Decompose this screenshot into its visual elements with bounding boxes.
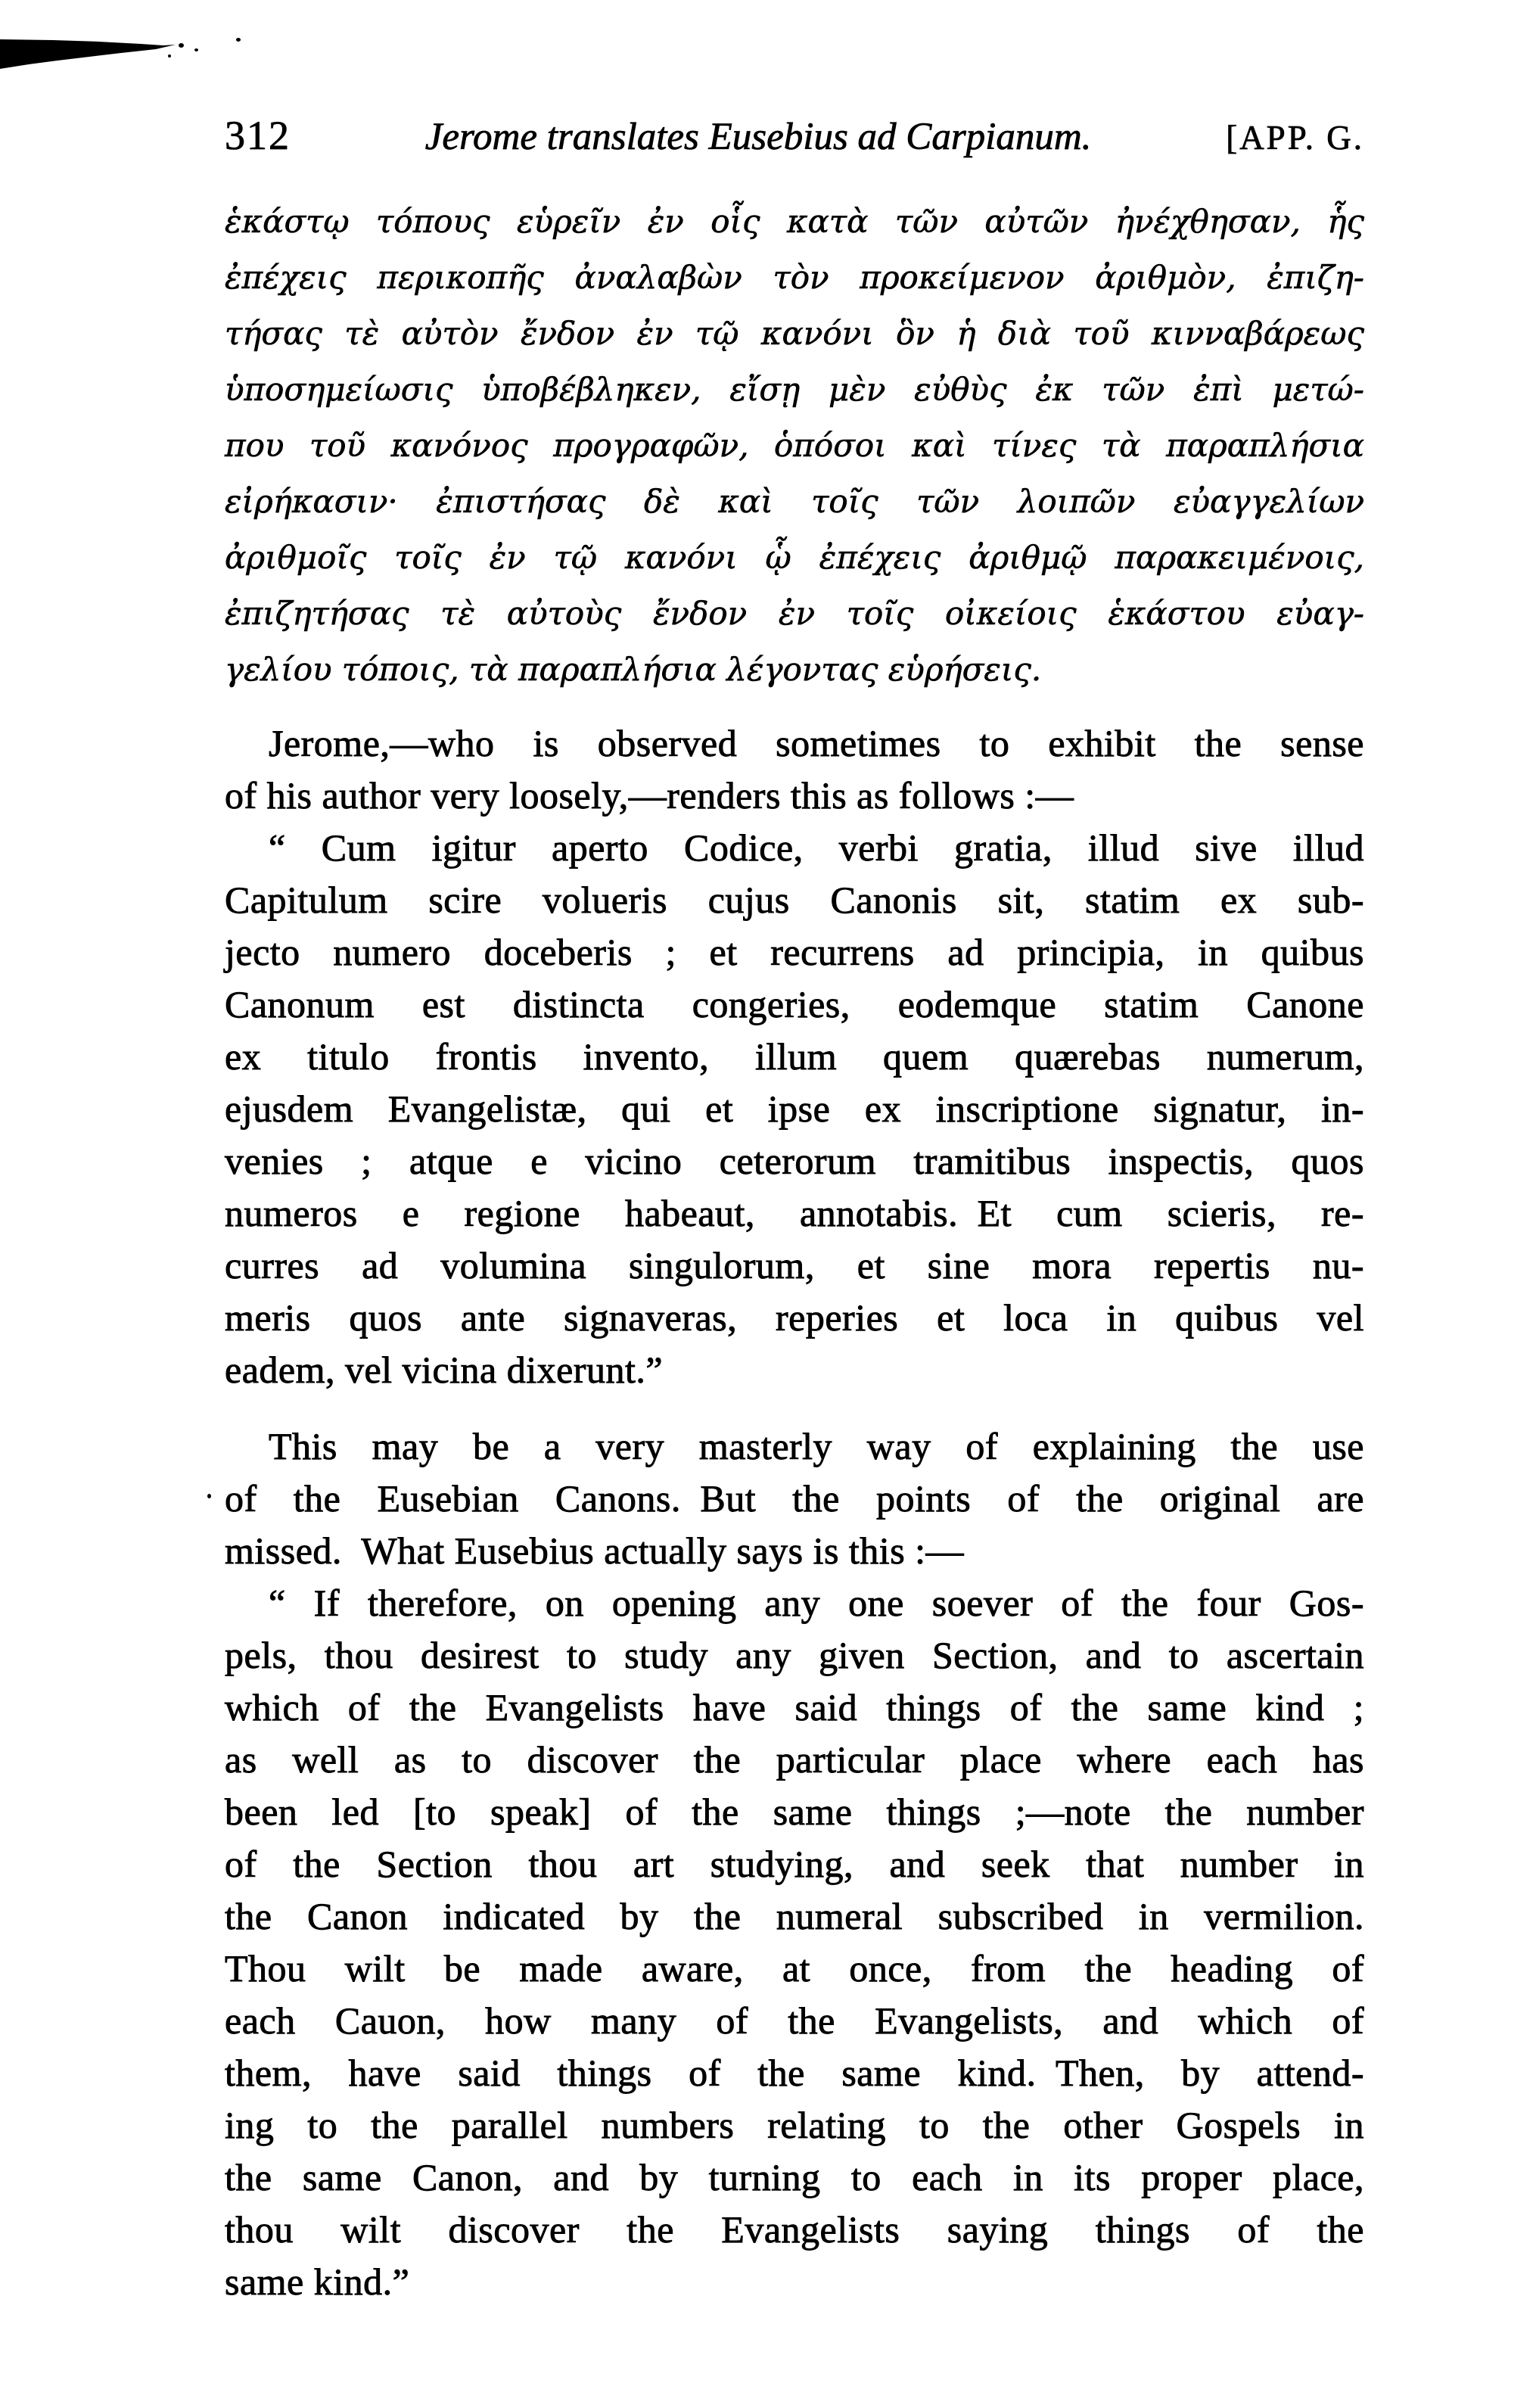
text-line: This may be a very masterly way of explaining the use	[269, 1425, 1364, 1467]
text-line: them, have said things of the same kind. Then, by attend-	[225, 2052, 1364, 2094]
text-line: the same Canon, and by turning to each in its proper place,	[225, 2156, 1364, 2198]
text-line: as well as to discover the particular place where each has	[225, 1738, 1364, 1781]
text-line: pels, thou desirest to study any given Section, and to ascertain	[225, 1634, 1364, 1676]
text-line: of the Eusebian Canons. But the points of the original are	[225, 1477, 1364, 1520]
text-line: Capitulum scire volueris cujus Canonis sit, statim ex sub-	[225, 879, 1364, 921]
text-line: Jerome,—who is observed sometimes to exhibit the sense	[269, 722, 1364, 764]
ink-speck	[194, 48, 198, 51]
text-line: numeros e regione habeaut, annotabis. Et cum scieris, re-	[225, 1192, 1364, 1234]
ink-speck	[207, 1494, 211, 1498]
text-line: meris quos ante signaveras, reperies et loca in quibus vel	[225, 1296, 1364, 1339]
ink-speck	[236, 38, 241, 42]
greek-text-line: γελίου τόποις, τὰ παραπλήσια λέγοντας εὑρήσεις.	[225, 651, 1042, 688]
text-line: ing to the parallel numbers relating to the other Gospels in	[225, 2104, 1364, 2146]
running-title: Jerome translates Eusebius ad Carpianum.	[424, 116, 1092, 158]
text-line: of his author very loosely,—renders this as follows :—	[225, 774, 1074, 817]
text-line: thou wilt discover the Evangelists saying things of the	[225, 2208, 1364, 2251]
page-number: 312	[225, 113, 291, 158]
greek-text-line: τήσας τὲ αὐτὸν ἔνδον ἐν τῷ κανόνι ὃν ἡ διὰ τοῦ κινναβάρεως	[225, 315, 1364, 352]
text-line: jecto numero doceberis ; et recurrens ad principia, in quibus	[225, 931, 1364, 973]
ink-smudge-artifact	[0, 35, 176, 71]
ink-speck	[179, 43, 184, 48]
greek-passage	[225, 194, 1364, 698]
ink-speck	[168, 54, 171, 58]
paragraph	[225, 1577, 1364, 2308]
text-line: same kind.”	[225, 2260, 410, 2303]
greek-text-line: εἰρήκασιν· ἐπιστήσας δὲ καὶ τοῖς τῶν λοιπῶν εὐαγγελίων	[225, 483, 1364, 520]
greek-text-line: ἑκάστῳ τόπους εὑρεῖν ἐν οἷς κατὰ τῶν αὐτῶν ἠνέχθησαν, ἧς	[225, 203, 1364, 240]
text-line: Canonum est distincta congeries, eodemque statim Canone	[225, 983, 1364, 1025]
text-line: which of the Evangelists have said things of the same kind ;	[225, 1686, 1364, 1728]
text-line: each Cauon, how many of the Evangelists, and which of	[225, 1999, 1364, 2042]
greek-text-line: που τοῦ κανόνος προγραφῶν, ὁπόσοι καὶ τίνες τὰ παραπλήσια	[225, 427, 1364, 464]
text-line: ejusdem Evangelistæ, qui et ipse ex inscriptione signatur, in-	[225, 1087, 1364, 1130]
text-line: venies ; atque e vicino ceterorum tramitibus inspectis, quos	[225, 1140, 1364, 1182]
text-line: eadem, vel vicina dixerunt.”	[225, 1349, 664, 1391]
running-header	[225, 112, 1364, 159]
paragraph	[225, 822, 1364, 1396]
paragraph	[225, 1420, 1364, 1577]
text-line: ex titulo frontis invento, illum quem quærebas numerum,	[225, 1035, 1364, 1078]
text-line: Thou wilt be made aware, at once, from the heading of	[225, 1947, 1364, 1990]
greek-text-line: ἐπέχεις περικοπῆς ἀναλαβὼν τὸν προκείμενον ἀριθμὸν, ἐπιζη-	[225, 259, 1364, 296]
text-line: “ Cum igitur aperto Codice, verbi gratia, illud sive illud	[269, 826, 1364, 869]
text-line: “ If therefore, on opening any one soever of the four Gos-	[269, 1582, 1364, 1624]
text-line: curres ad volumina singulorum, et sine mora repertis nu-	[225, 1244, 1364, 1286]
greek-text-line: ὑποσημείωσις ὑποβέβληκεν, εἴσῃ μὲν εὐθὺς ἐκ τῶν ἐπὶ μετώ-	[225, 371, 1364, 408]
text-line: been led [to speak] of the same things ;—note the number	[225, 1790, 1364, 1833]
greek-text-line: ἐπιζητήσας τὲ αὐτοὺς ἔνδον ἐν τοῖς οἰκείοις ἑκάστου εὐαγ-	[225, 595, 1364, 632]
text-line: the Canon indicated by the numeral subscribed in vermilion.	[225, 1895, 1364, 1937]
body-text	[225, 717, 1364, 2308]
text-line: of the Section thou art studying, and seek that number in	[225, 1843, 1364, 1885]
greek-text-line: ἀριθμοῖς τοῖς ἐν τῷ κανόνι ᾧ ἐπέχεις ἀριθμῷ παρακειμένοις,	[225, 539, 1364, 576]
appendix-label: [APP. G.	[1226, 119, 1364, 157]
text-line: missed. What Eusebius actually says is this :—	[225, 1529, 965, 1572]
paragraph	[225, 717, 1364, 822]
